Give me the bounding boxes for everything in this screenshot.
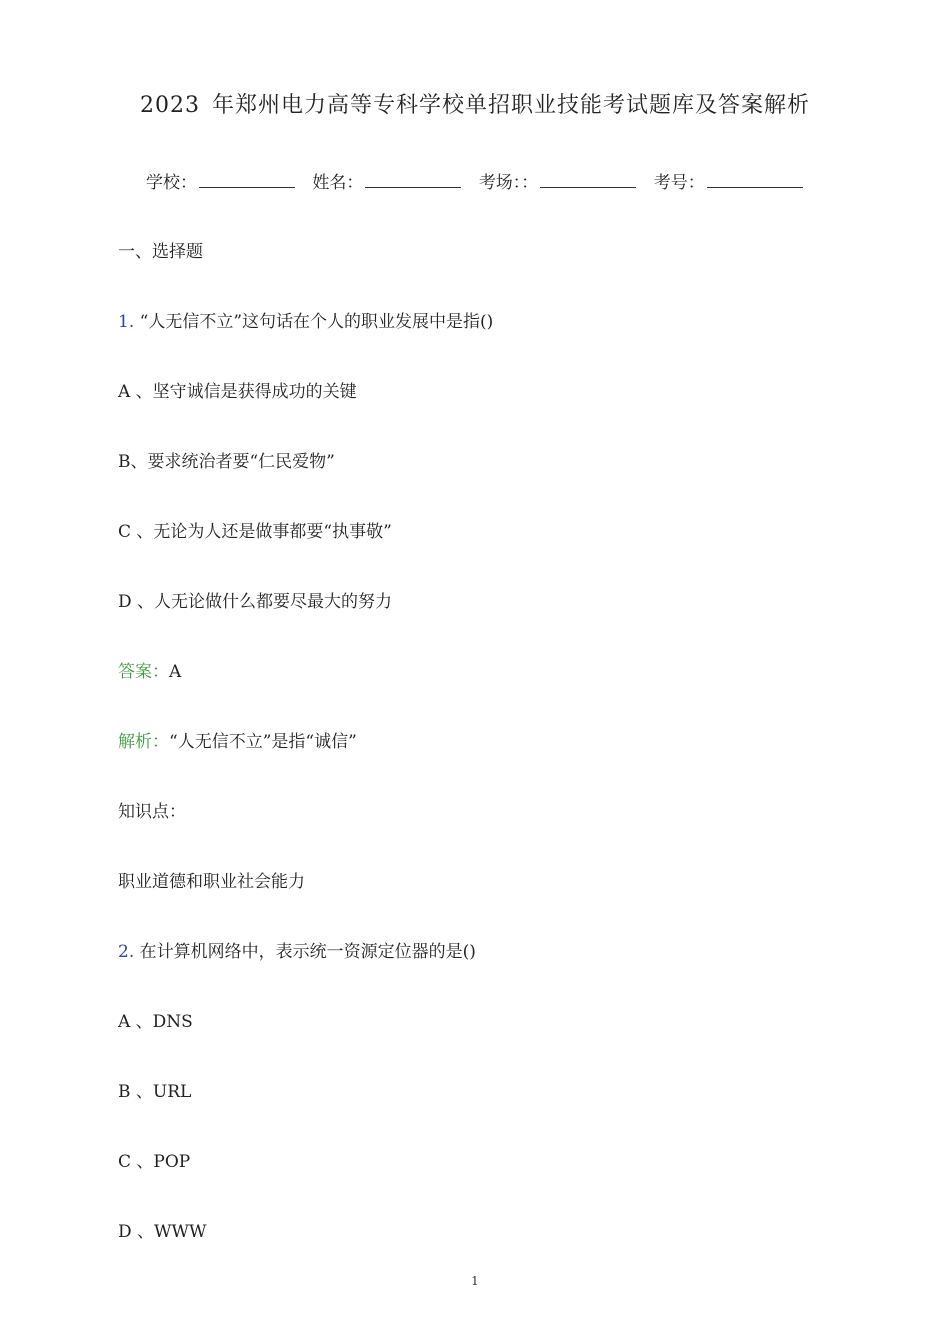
number-blank[interactable] [707,173,803,188]
school-blank[interactable] [199,173,295,188]
number-label: 考号： [653,173,705,193]
school-label: 学校： [146,173,197,193]
room-label: 考场：： [478,173,539,193]
question-number: 2. [118,942,135,962]
question-2-option-c: C 、POP [118,1152,191,1172]
question-1-analysis [118,727,357,752]
room-blank[interactable] [540,173,636,188]
question-1-option-d: D 、人无论做什么都要尽最大的努力 [118,592,393,612]
title-text: 年郑州电力高等专科学校单招职业技能考试题库及答案解析 [211,93,810,118]
section-heading: 一、选择题 [118,242,203,262]
question-2-option-a: A 、DNS [118,1012,193,1032]
question-2-option-b: B 、URL [118,1082,192,1102]
student-info-row [146,168,815,193]
title-year: 2023 [139,93,200,118]
question-1-knowledge: 职业道德和职业社会能力 [118,872,305,892]
question-number: 1. [118,312,135,332]
question-text: 在计算机网络中，表示统一资源定位器的是() [139,942,476,962]
analysis-label: 解析： [118,732,169,752]
name-blank[interactable] [365,173,461,188]
question-1-option-c: C 、无论为人还是做事都要“执事敬” [118,522,392,542]
document-title [0,88,950,119]
answer-label: 答案： [118,662,169,682]
page-number: 1 [471,1274,479,1288]
analysis-text: “人无信不立”是指“诚信” [169,732,357,752]
name-label: 姓名： [312,173,364,193]
question-1-stem [118,307,493,332]
answer-value: A [169,662,182,682]
question-1-answer [118,657,181,682]
question-1-option-a: A 、坚守诚信是获得成功的关键 [118,382,357,402]
question-2-stem [118,937,476,962]
question-1-option-b: B、要求统治者要“仁民爱物” [118,452,335,472]
question-1-knowledge-label: 知识点： [118,802,186,822]
question-2-option-d: D 、WWW [118,1222,207,1242]
question-text: “人无信不立”这句话在个人的职业发展中是指() [139,312,494,332]
